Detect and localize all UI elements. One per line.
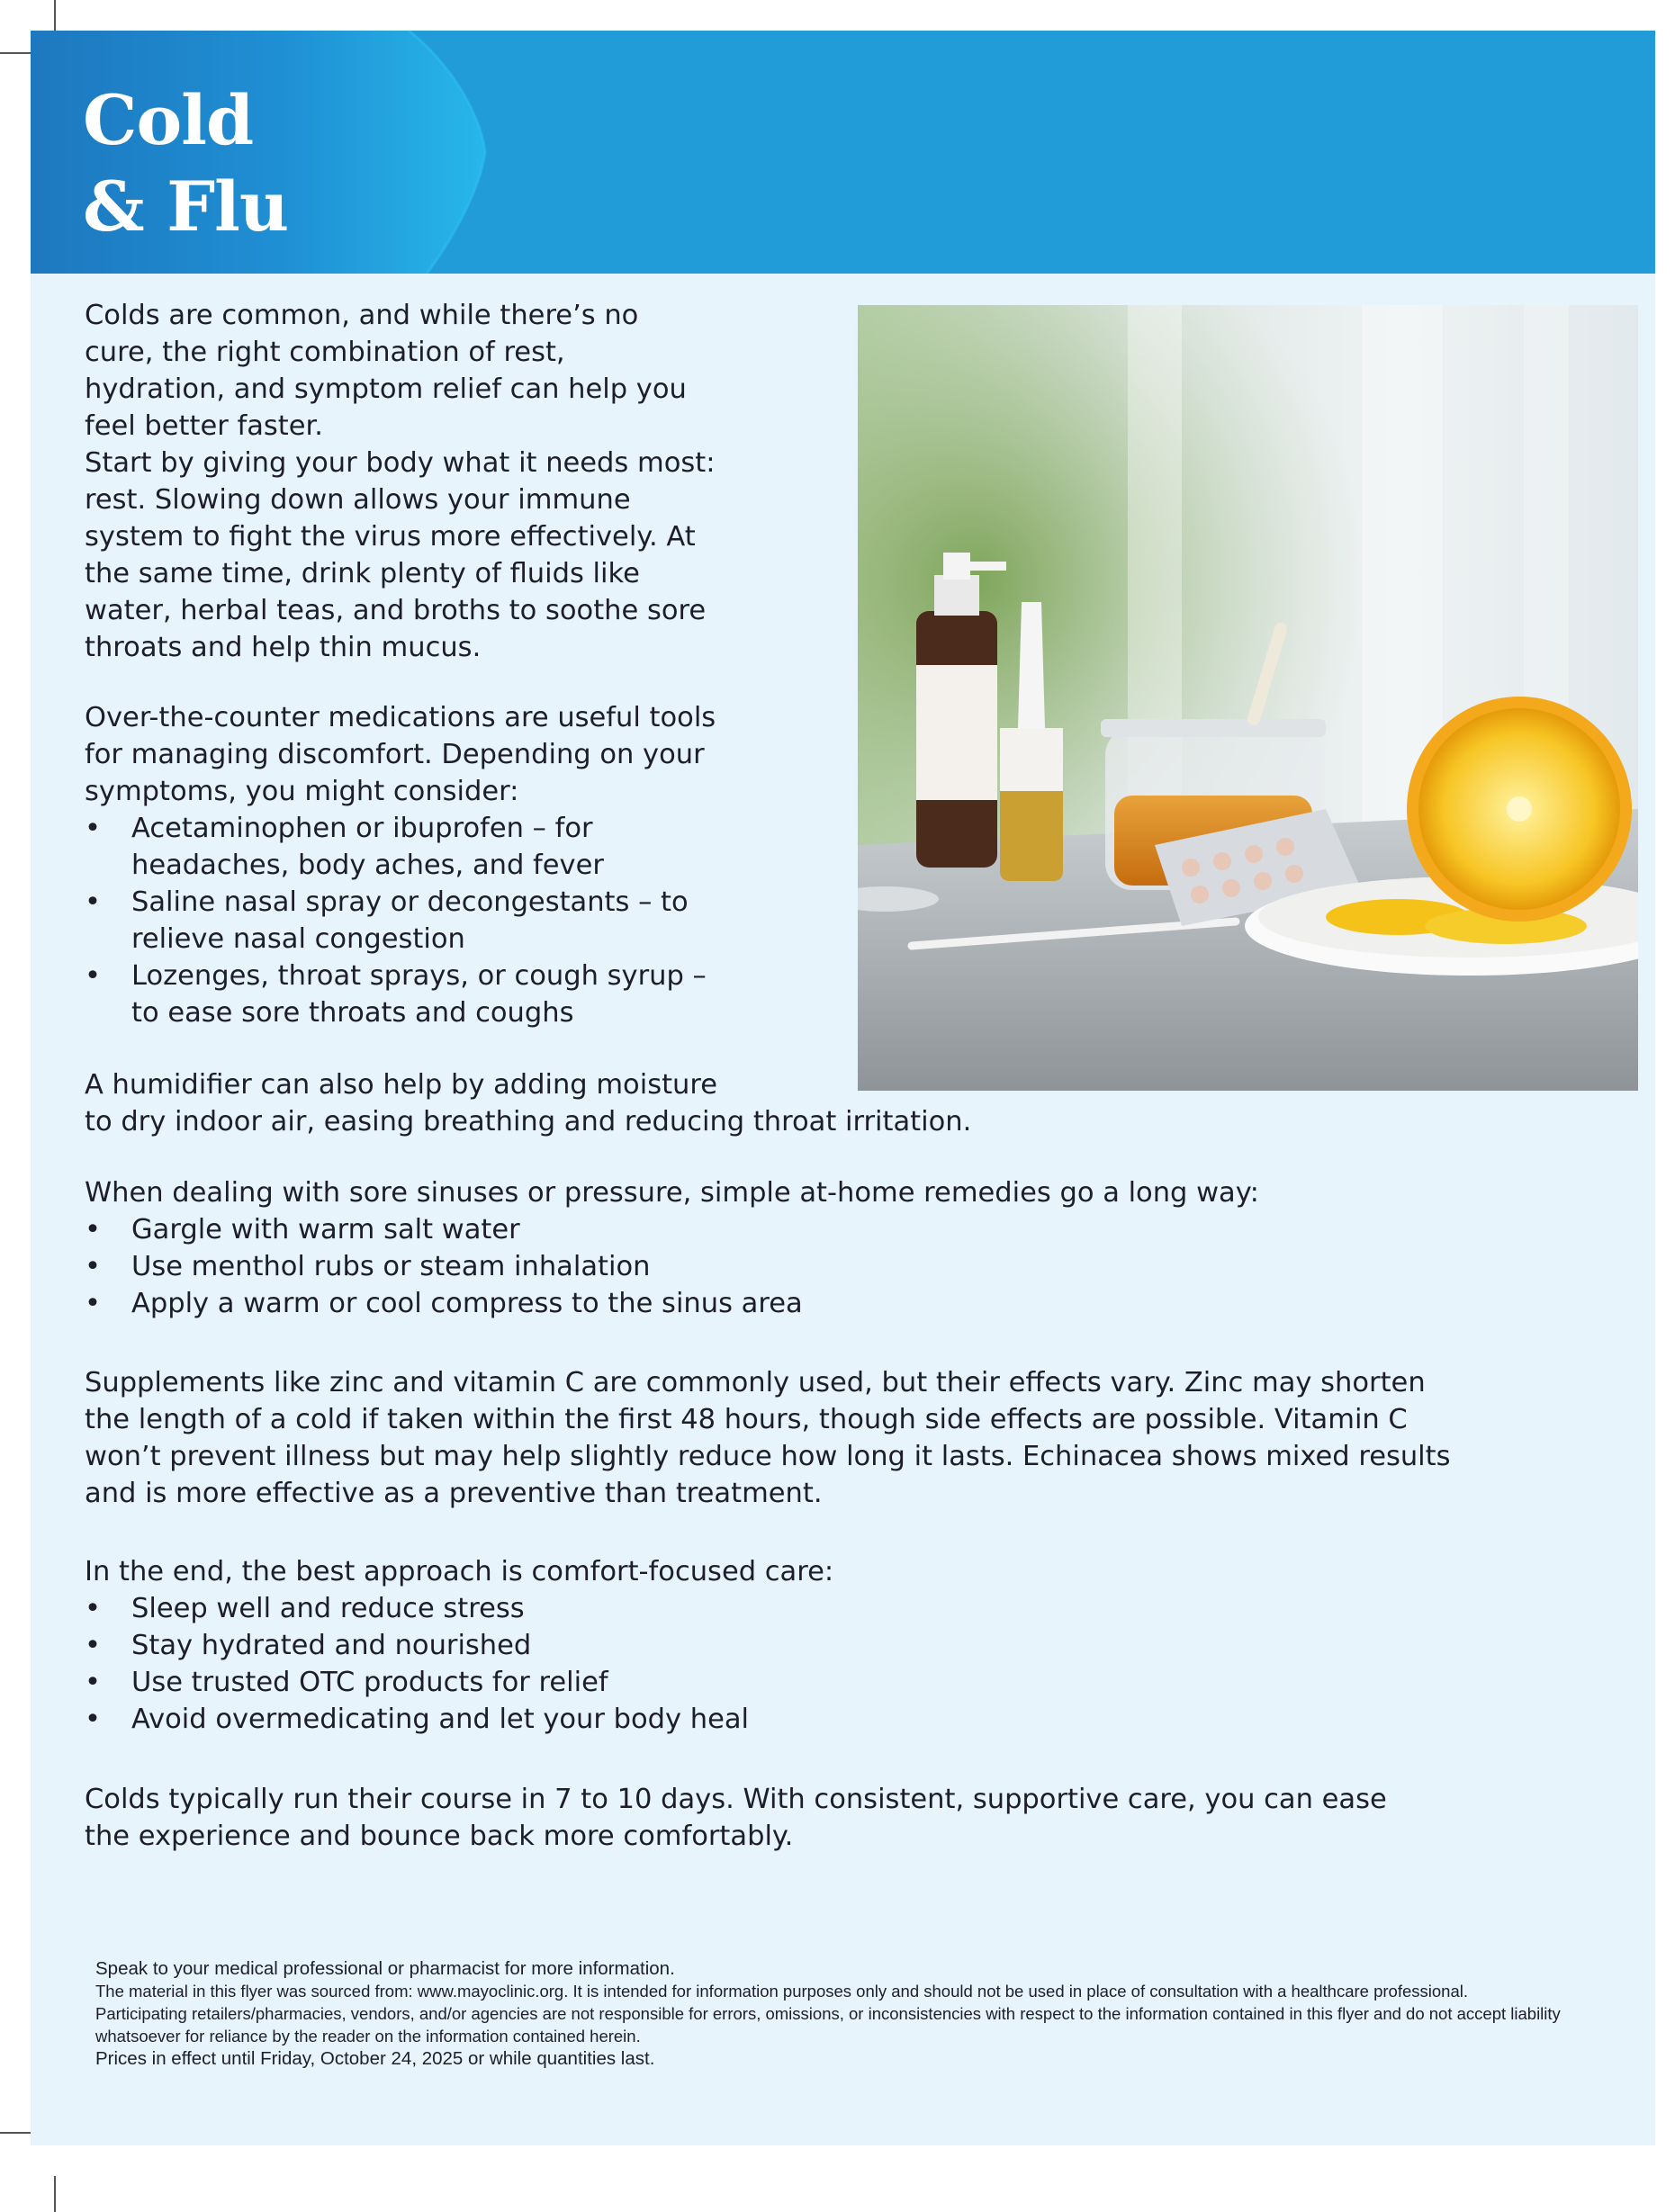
list-item: • Avoid overmedicating and let your body heal <box>85 1701 1165 1738</box>
list-item: • Stay hydrated and nourished <box>85 1627 1165 1664</box>
cold-remedies-illustration <box>858 305 1638 1091</box>
otc-section <box>85 699 742 1031</box>
list-item: • Lozenges, throat sprays, or cough syrup – to ease sore throats and coughs <box>85 958 742 1031</box>
list-item: • Acetaminophen or ibuprofen – for headaches, body aches, and fever <box>85 810 742 884</box>
list-item: • Gargle with warm salt water <box>85 1211 1435 1248</box>
otc-list <box>85 810 742 1031</box>
sinus-list <box>85 1211 1435 1322</box>
header-banner <box>31 31 1655 274</box>
footer-liability: Participating retailers/pharmacies, vendors, and/or agencies are not responsible for errors, omissions, or inconsistencies with respect to the information contained in this flyer and do not accept liability whatsoever for reliance by the reader on the information contained herein. <box>95 2004 1561 2046</box>
supplements-paragraph <box>85 1364 1462 1512</box>
care-intro: In the end, the best approach is comfort-focused care: <box>85 1556 834 1587</box>
intro-text: Colds are common, and while there’s no cure, the right combination of rest, hydration, and symptom relief can help you feel better faster. <box>85 300 687 442</box>
supplements-text: Supplements like zinc and vitamin C are commonly used, but their effects vary. Zinc may shorten the length of a cold if taken within the first 48 hours, though side effects are possible. Vitamin C won’t prevent illness but may help slightly reduce how long it lasts. Echinacea shows mixed results and is more effective as a preventive than treatment. <box>85 1367 1451 1509</box>
sinus-intro: When dealing with sore sinuses or pressure, simple at-home remedies go a long way: <box>85 1177 1259 1209</box>
list-item: • Use trusted OTC products for relief <box>85 1664 1165 1701</box>
rest-paragraph <box>85 445 733 666</box>
list-item: • Apply a warm or cool compress to the sinus area <box>85 1285 1435 1322</box>
list-item: • Saline nasal spray or decongestants – to relieve nasal congestion <box>85 884 742 958</box>
sinus-section <box>85 1174 1435 1322</box>
footer-source: The material in this flyer was sourced from: www.mayoclinic.org. It is intended for information purposes only and should not be used in place of consultation with a healthcare professional. <box>95 1982 1468 2001</box>
title-line-1: Cold <box>83 80 254 160</box>
intro-paragraph <box>85 297 697 445</box>
closing-paragraph <box>85 1781 1399 1855</box>
footer-speak: Speak to your medical professional or pharmacist for more information. <box>95 1958 675 1979</box>
flyer-panel <box>31 31 1655 2145</box>
humidifier-line-1: A humidifier can also help by adding moisture <box>85 1069 718 1101</box>
humidifier-line-2: to dry indoor air, easing breathing and reducing throat irritation. <box>85 1106 972 1137</box>
closing-text: Colds typically run their course in 7 to 10 days. With consistent, supportive care, you can ease the experience and bounce back more comfortably. <box>85 1784 1387 1852</box>
care-section <box>85 1553 1165 1738</box>
otc-intro: Over-the-counter medications are useful tools for managing discomfort. Depending on your symptoms, you might consider: <box>85 702 716 807</box>
rest-text: Start by giving your body what it needs most: rest. Slowing down allows your immune system to fight the virus more effectively. At the same time, drink plenty of fluids like water, herbal teas, and broths to soothe sore throats and help thin mucus. <box>85 447 716 663</box>
crop-mark-bottom-left-vertical <box>54 2176 56 2212</box>
list-item: • Use menthol rubs or steam inhalation <box>85 1248 1435 1285</box>
title-line-2: & Flu <box>83 166 289 247</box>
care-list <box>85 1590 1165 1738</box>
humidifier-paragraph <box>85 1066 985 1140</box>
footer-prices: Prices in effect until Friday, October 24, 2025 or while quantities last. <box>95 2048 655 2069</box>
page-title <box>83 77 288 250</box>
list-item: • Sleep well and reduce stress <box>85 1590 1165 1627</box>
footer-disclaimer <box>95 1957 1607 2070</box>
cold-remedies-photo <box>858 305 1638 1091</box>
